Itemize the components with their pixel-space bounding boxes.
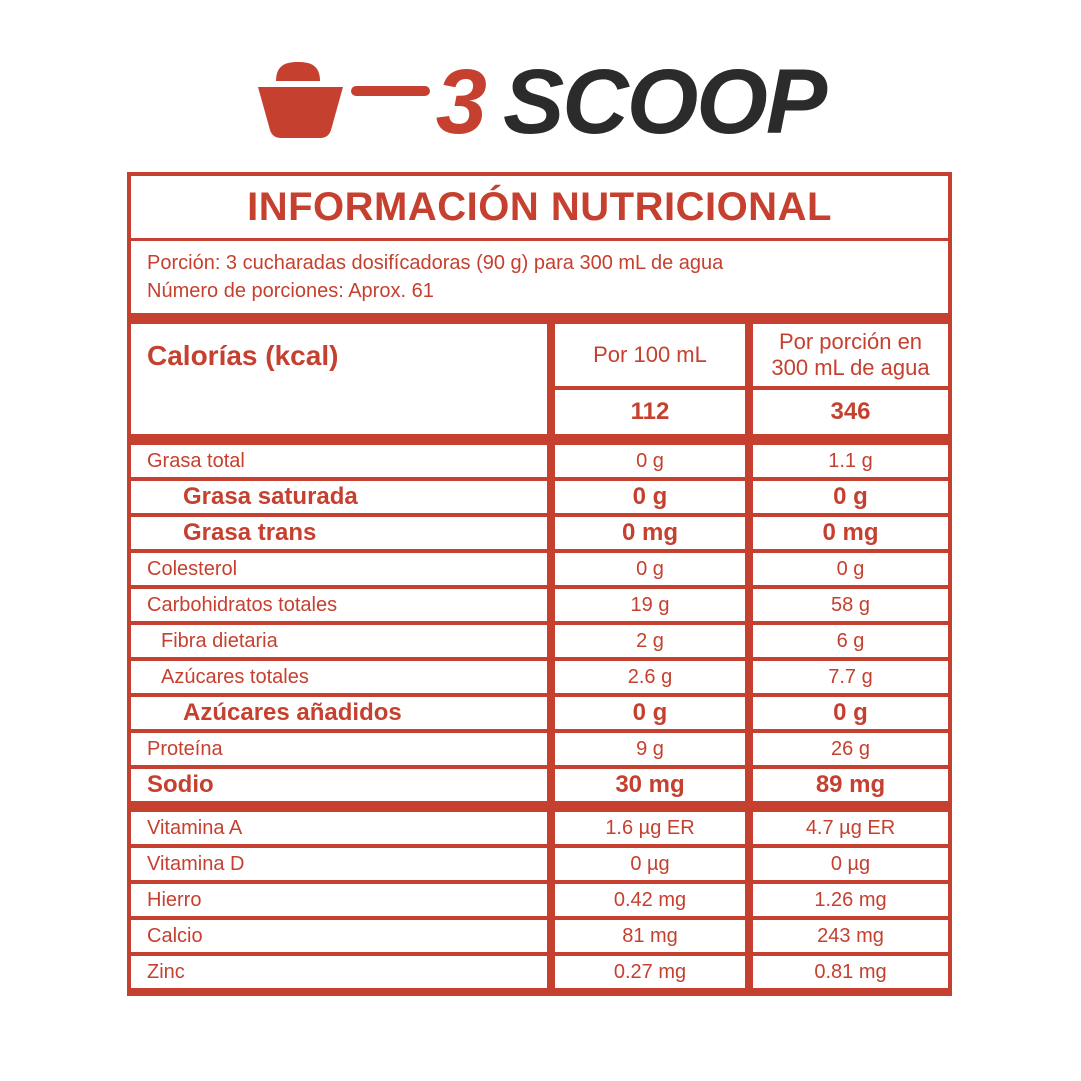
value-per-100ml: 19 g bbox=[555, 589, 745, 621]
value-per-portion: 0 µg bbox=[753, 848, 948, 880]
table-row bbox=[131, 848, 948, 880]
value-per-portion: 4.7 µg ER bbox=[753, 812, 948, 844]
panel-title: INFORMACIÓN NUTRICIONAL bbox=[247, 184, 832, 229]
value-per-100ml: 9 g bbox=[555, 733, 745, 765]
table-row bbox=[131, 920, 948, 952]
nutrient-label: Grasa total bbox=[131, 445, 547, 477]
table-row bbox=[131, 625, 948, 657]
value-per-portion: 26 g bbox=[753, 733, 948, 765]
value-per-portion: 1.1 g bbox=[753, 445, 948, 477]
calories-header bbox=[131, 324, 948, 434]
section-separator-bar bbox=[131, 434, 948, 445]
table-row bbox=[131, 589, 948, 621]
value-per-100ml: 0 g bbox=[555, 481, 745, 513]
value-per-portion: 0.81 mg bbox=[753, 956, 948, 988]
table-row bbox=[131, 733, 948, 765]
nutrient-label: Grasa trans bbox=[131, 517, 547, 549]
nutrition-facts-panel bbox=[127, 172, 952, 996]
nutrient-label: Carbohidratos totales bbox=[131, 589, 547, 621]
nutrient-label: Calcio bbox=[131, 920, 547, 952]
nutrient-rows-section bbox=[131, 445, 948, 801]
column-header-per-100ml: Por 100 mL bbox=[555, 324, 745, 386]
nutrient-label: Sodio bbox=[131, 769, 547, 801]
table-row bbox=[131, 445, 948, 477]
column-header-per-portion: Por porción en 300 mL de agua bbox=[753, 324, 948, 386]
value-per-100ml: 0.27 mg bbox=[555, 956, 745, 988]
nutrient-label: Vitamina A bbox=[131, 812, 547, 844]
value-per-100ml: 0 g bbox=[555, 697, 745, 729]
serving-size-line: Porción: 3 cucharadas dosifícadoras (90 g) para 300 mL de agua bbox=[147, 252, 724, 274]
value-per-portion: 243 mg bbox=[753, 920, 948, 952]
value-per-100ml: 2 g bbox=[555, 625, 745, 657]
servings-per-container-line: Número de porciones: Aprox. 61 bbox=[147, 280, 434, 302]
value-per-portion: 0 mg bbox=[753, 517, 948, 549]
value-per-portion: 58 g bbox=[753, 589, 948, 621]
table-row bbox=[131, 517, 948, 549]
table-row bbox=[131, 553, 948, 585]
value-per-portion: 6 g bbox=[753, 625, 948, 657]
calories-value-per-portion: 346 bbox=[753, 390, 948, 434]
calories-label: Calorías (kcal) bbox=[131, 324, 547, 434]
nutrient-label: Azúcares añadidos bbox=[131, 697, 547, 729]
value-per-portion: 0 g bbox=[753, 481, 948, 513]
scoop-word: SCOOP bbox=[502, 51, 826, 153]
value-per-100ml: 30 mg bbox=[555, 769, 745, 801]
micronutrient-rows-section bbox=[131, 812, 948, 988]
table-row bbox=[131, 661, 948, 693]
value-per-portion: 1.26 mg bbox=[753, 884, 948, 916]
value-per-portion: 89 mg bbox=[753, 769, 948, 801]
value-per-100ml: 0 µg bbox=[555, 848, 745, 880]
nutrient-label: Grasa saturada bbox=[131, 481, 547, 513]
value-per-100ml: 1.6 µg ER bbox=[555, 812, 745, 844]
nutrient-label: Hierro bbox=[131, 884, 547, 916]
value-per-100ml: 2.6 g bbox=[555, 661, 745, 693]
scoop-icon bbox=[256, 61, 430, 139]
section-separator-bar bbox=[131, 801, 948, 812]
table-row bbox=[131, 884, 948, 916]
nutrient-label: Azúcares totales bbox=[131, 661, 547, 693]
scoop-count: 3 bbox=[435, 51, 485, 153]
nutrient-label: Colesterol bbox=[131, 553, 547, 585]
nutrient-label: Proteína bbox=[131, 733, 547, 765]
value-per-100ml: 0 g bbox=[555, 445, 745, 477]
table-row bbox=[131, 956, 948, 988]
table-row bbox=[131, 697, 948, 729]
nutrient-label: Zinc bbox=[131, 956, 547, 988]
table-row bbox=[131, 481, 948, 513]
section-separator-bar bbox=[131, 313, 948, 324]
value-per-100ml: 0.42 mg bbox=[555, 884, 745, 916]
table-row bbox=[131, 812, 948, 844]
value-per-portion: 0 g bbox=[753, 697, 948, 729]
value-per-100ml: 0 mg bbox=[555, 517, 745, 549]
nutrient-label: Fibra dietaria bbox=[131, 625, 547, 657]
value-per-100ml: 81 mg bbox=[555, 920, 745, 952]
calories-value-per-100ml: 112 bbox=[555, 390, 745, 434]
table-row bbox=[131, 769, 948, 801]
value-per-portion: 0 g bbox=[753, 553, 948, 585]
value-per-100ml: 0 g bbox=[555, 553, 745, 585]
value-per-portion: 7.7 g bbox=[753, 661, 948, 693]
nutrient-label: Vitamina D bbox=[131, 848, 547, 880]
scoop-logo bbox=[0, 51, 1081, 153]
serving-info bbox=[131, 241, 948, 313]
